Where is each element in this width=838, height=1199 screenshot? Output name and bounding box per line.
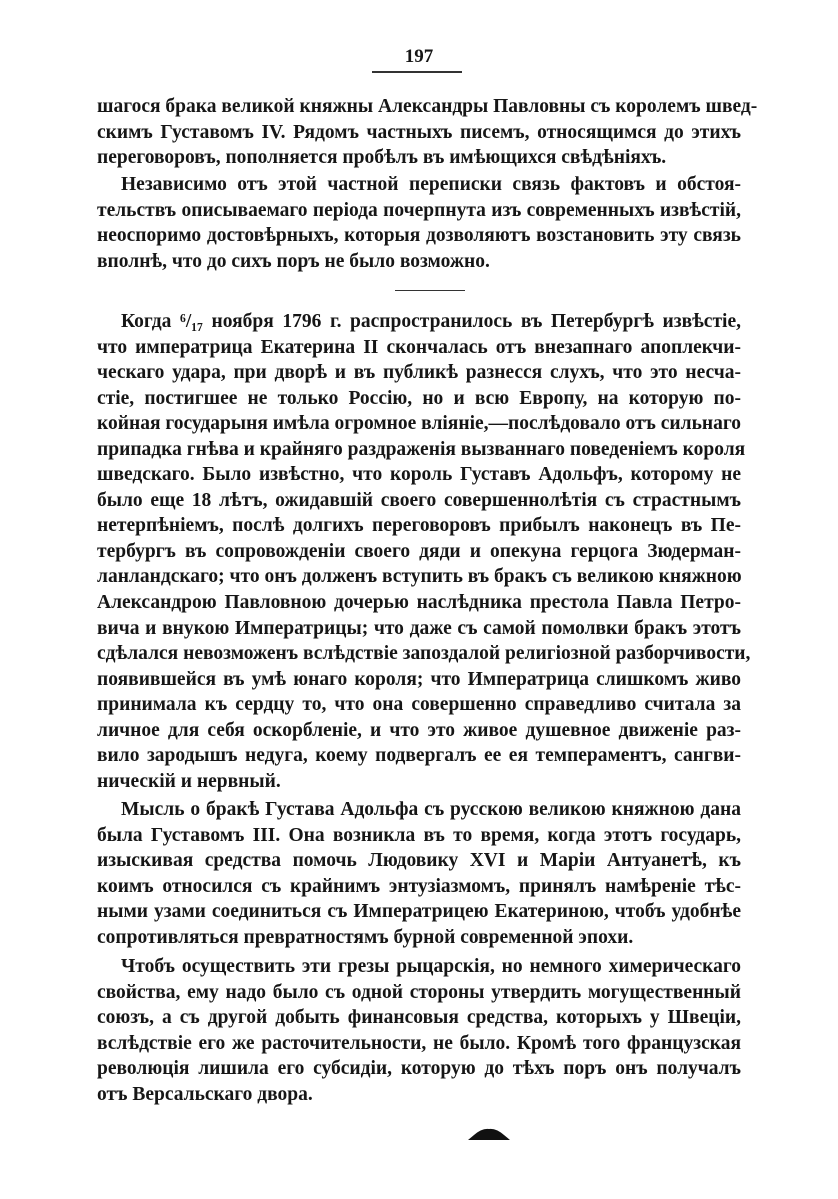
paragraph-1	[97, 94, 758, 171]
page-number: 197	[404, 46, 434, 67]
text-line: свойства, ему надо было съ одной стороны утвердить могущественный	[97, 981, 741, 1003]
paragraph-2	[97, 172, 741, 274]
text-line: вполнѣ, что до сихъ поръ не было возможно.	[97, 250, 490, 272]
text-line: что императрица Екатерина II скончалась отъ внезапнаго апоплекчи-	[97, 336, 741, 358]
text-line: тельствъ описываемаго періода почерпнута изъ современныхъ извѣстій,	[97, 199, 741, 221]
text-line: Независимо отъ этой частной переписки связь фактовъ и обстоя-	[121, 174, 741, 195]
tailpiece-ornament-icon	[468, 1128, 510, 1140]
text-line: вича и внукою Императрицы; что даже съ самой помолвки бракъ этотъ	[97, 617, 741, 639]
text-line: тербургъ въ сопровожденіи своего дяди и опекуна герцога Зюдерман-	[97, 540, 741, 562]
text-line: коимъ относился съ крайнимъ энтузіазмомъ, принялъ намѣреніе тѣс-	[97, 875, 741, 897]
text-line: ланландскаго; что онъ долженъ вступить въ бракъ съ великою княжною	[97, 566, 742, 588]
text-line: была Густавомъ III. Она возникла въ то время, когда этотъ государь,	[97, 824, 741, 846]
text-line: Когда ⁶/₁₇ ноября 1796 г. распространилось въ Петербургѣ извѣстіе,	[121, 311, 741, 332]
text-line: шагося брака великой княжны Александры Павловны съ королемъ швед-	[97, 96, 758, 117]
text-line: появившейся въ умѣ юнаго короля; что Императрица слишкомъ живо	[97, 668, 741, 690]
text-line: изыскивая средства помочь Людовику XVI и Маріи Антуанетѣ, къ	[97, 850, 741, 872]
text-line: ными узами соединиться съ Императрицею Екатериною, чтобъ удобнѣе	[97, 901, 741, 923]
text-line: союзъ, а съ другой добыть финансовыя средства, которыхъ у Швеціи,	[97, 1007, 741, 1029]
text-line: сдѣлался невозможенъ вслѣдствіе запоздалой религіозной разборчивости,	[97, 643, 751, 665]
text-line: сопротивляться превратностямъ бурной современной эпохи.	[97, 926, 634, 948]
text-line: переговоровъ, пополняется пробѣлъ въ имѣющихся свѣдѣніяхъ.	[97, 147, 667, 169]
section-divider	[395, 290, 465, 291]
text-line: Александрою Павловною дочерью наслѣдника престола Павла Петро-	[97, 592, 741, 614]
text-line: ническій и нервный.	[97, 770, 281, 792]
text-line: отъ Версальскаго двора.	[97, 1083, 313, 1105]
text-line: стіе, постигшее не только Россію, но и всю Европу, на которую по-	[97, 387, 741, 409]
text-line: революція лишила его субсидіи, которую до тѣхъ поръ онъ получалъ	[97, 1058, 741, 1080]
header-rule	[372, 71, 462, 73]
text-line: неоспоримо достовѣрныхъ, которыя дозволяютъ возстановить эту связь	[97, 225, 741, 247]
text-line: койная государыня имѣла огромное вліяніе,—послѣдовало отъ сильнаго	[97, 413, 742, 435]
text-line: Чтобъ осуществить эти грезы рыцарскія, но немного химерическаго	[121, 956, 741, 977]
paragraph-3	[97, 309, 751, 794]
text-line: принимала къ сердцу то, что она совершенно справедливо считала за	[97, 694, 741, 716]
text-line: припадка гнѣва и крайняго раздраженія вызваннаго поведеніемъ короля	[97, 438, 746, 460]
text-line: личное для себя оскорбленіе, и что это живое душевное движеніе раз-	[97, 719, 741, 741]
text-line: вслѣдствіе его же расточительности, не было. Кромѣ того французская	[97, 1032, 741, 1054]
text-line: было еще 18 лѣтъ, ожидавшій своего совершеннолѣтія съ страстнымъ	[97, 489, 741, 511]
paragraph-4	[97, 797, 741, 950]
text-line: вило зародышъ недуга, коему подвергалъ ее ея темпераментъ, сангви-	[97, 745, 741, 767]
text-line: ческаго удара, при дворѣ и въ публикѣ разнесся слухъ, что это несча-	[97, 362, 741, 384]
paragraph-5	[97, 954, 741, 1107]
text-line: скимъ Густавомъ IV. Рядомъ частныхъ писемъ, относящимся до этихъ	[97, 121, 741, 143]
text-line: Мысль о бракѣ Густава Адольфа съ русскою великою княжною дана	[121, 799, 741, 820]
text-line: шведскаго. Было извѣстно, что король Густавъ Адольфъ, которому не	[97, 464, 741, 486]
text-line: нетерпѣніемъ, послѣ долгихъ переговоровъ прибылъ наконецъ въ Пе-	[97, 515, 741, 537]
